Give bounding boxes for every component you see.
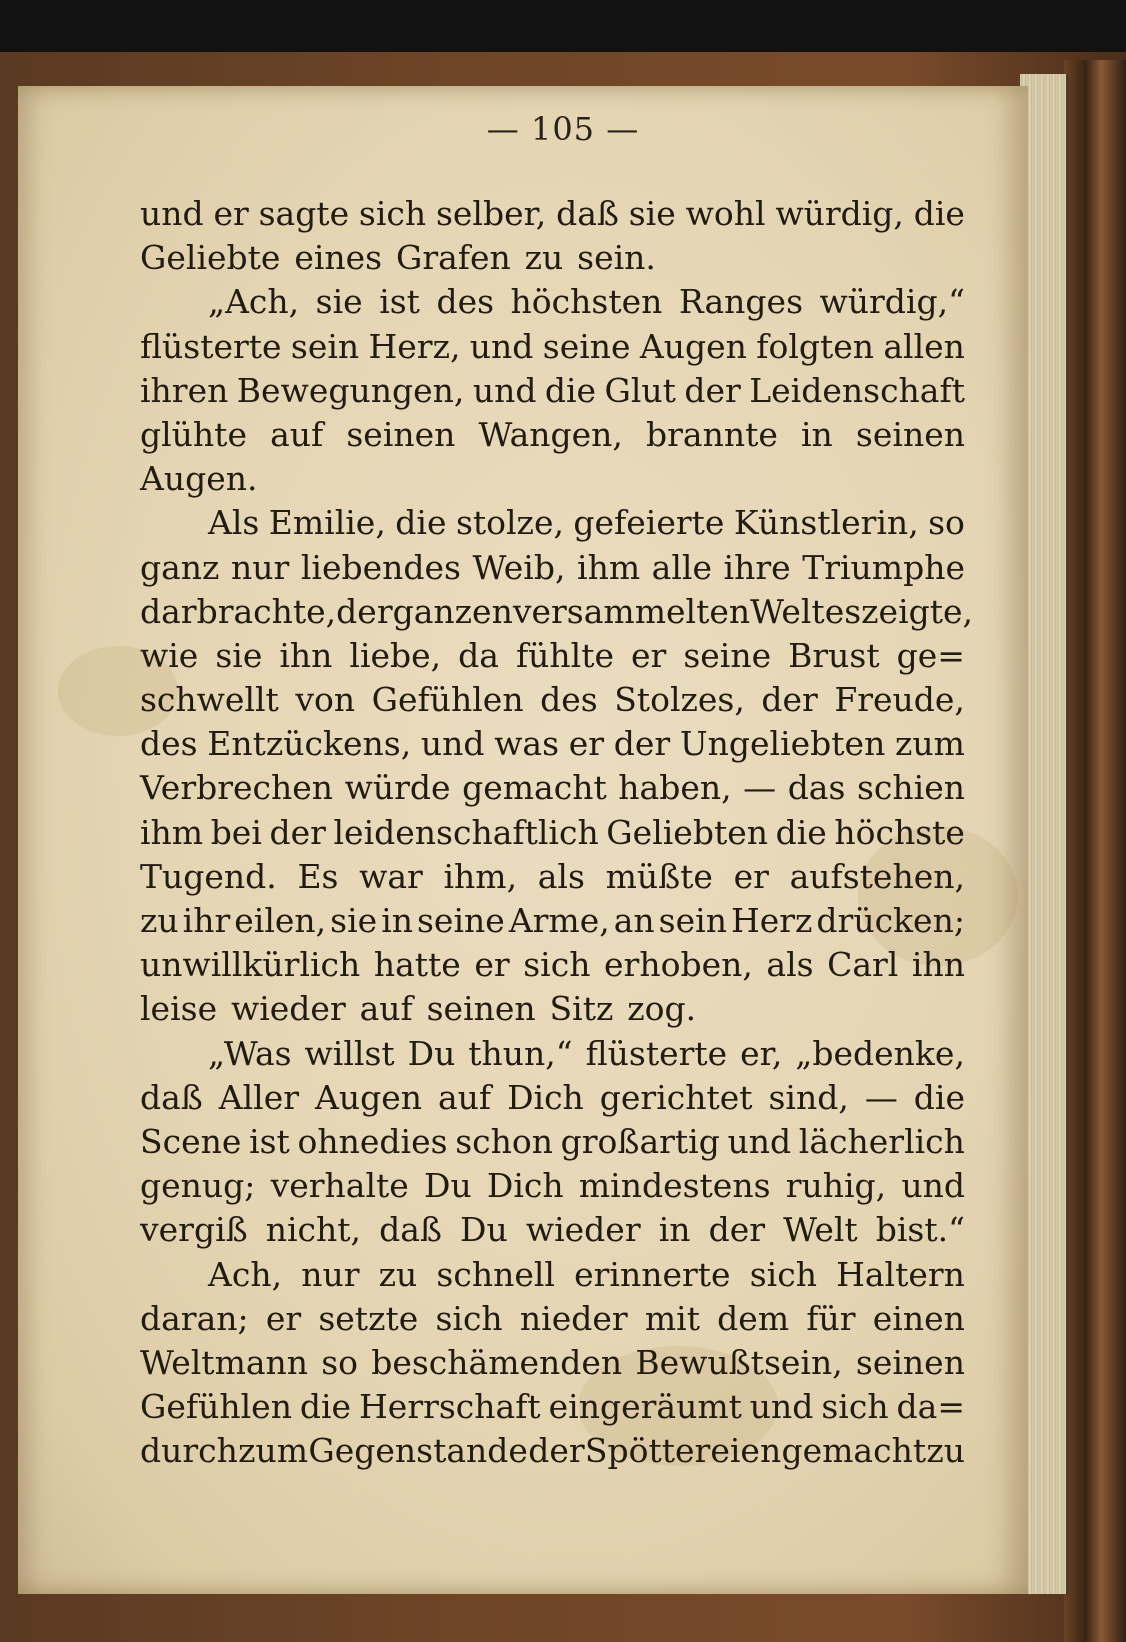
word: wieder [230,989,346,1029]
word: Ranges [678,282,804,322]
word: Wangen, [478,414,623,454]
word: seine [417,901,505,940]
word: daß [379,1210,442,1250]
text-line [140,1032,965,1076]
word: verhalte [270,1166,409,1206]
word: Grafen [395,238,511,278]
word: und [727,1121,792,1161]
word: willst [304,1033,395,1073]
word: Als [208,503,260,543]
word: ohnedies [297,1121,448,1161]
word: des [436,282,495,322]
word: nur [231,547,290,587]
word: sie [215,635,263,675]
word: des [140,724,198,764]
text-line [140,590,974,634]
page-number: — 105 — [486,110,640,148]
word: sind, [768,1077,849,1117]
word: und [140,194,204,233]
word: leise [140,989,218,1029]
word: eines [294,238,383,278]
word: „Was [208,1033,292,1073]
text-line [140,1164,965,1208]
word: ihm [577,547,641,587]
word: das [787,768,846,808]
word: Entzückens, [207,724,412,764]
word: Geliebten [606,812,768,852]
word: ihm [140,812,204,852]
word: Du [424,1166,472,1206]
word: es [824,591,862,631]
word: er [474,945,510,985]
word: auf [437,1077,492,1117]
word: erhoben, [604,945,753,985]
word: nicht, [265,1210,362,1250]
word: sich [523,945,591,985]
text-line [140,1076,965,1120]
text-line [140,943,965,987]
word: und [749,1387,814,1427]
text-line [140,766,965,810]
word: seinen [426,989,536,1029]
word: Geliebte [140,238,281,278]
word: der [269,812,326,852]
word: Freude, [834,680,965,720]
word: des [540,680,598,720]
word: mindestens [578,1166,771,1206]
word: zu [140,901,179,940]
word: leidenschaftlich [333,812,599,852]
word: flüsterte [140,326,282,366]
word: ganz [140,547,220,587]
word: er [733,856,769,896]
word: sagte [258,194,350,233]
word: ihre [723,547,791,587]
word: wie [140,635,199,675]
word: Bewegungen, [236,370,465,410]
word: daß [140,1077,203,1117]
word: schnell [436,1254,555,1294]
word: ist [379,282,420,322]
word: Gegenstande [308,1431,528,1471]
word: gefeierte [573,503,725,543]
word: nieder [519,1298,628,1338]
word: da [458,635,499,675]
word: gemacht [462,768,607,808]
word: Welt [783,1210,858,1250]
word: Herz [730,901,813,940]
word: sie [315,282,363,322]
text-line [140,678,965,722]
word: er, [740,1033,783,1073]
word: — [743,768,777,808]
word: die [299,1387,352,1427]
word: ganzen [392,591,513,631]
word: schwellt [140,680,279,720]
word: und [472,370,537,410]
word: fühlte [515,635,615,675]
word: lächerlich [798,1121,965,1161]
word: selber, [435,194,547,233]
word: an [613,901,655,940]
word: Tugend. [140,856,277,896]
word: auf [270,414,324,454]
text-line [140,1385,965,1429]
word: drücken; [816,901,965,940]
word: Bewußtsein, [635,1342,843,1382]
word: sich [821,1387,889,1427]
word: seine [683,635,772,675]
word: — [864,1077,898,1117]
word: Augen [315,1077,422,1117]
word: die [395,503,447,543]
word: dem [717,1298,790,1338]
text-line [140,280,965,324]
word: nur [301,1254,360,1294]
word: als [766,945,814,985]
word: ihm, [443,856,518,896]
word: schien [856,768,965,808]
word: er [213,194,249,233]
word: allen [883,326,965,366]
word: Gefühlen [140,1387,292,1427]
word: einen [872,1298,965,1338]
word: sie [628,194,676,233]
word: höchsten [510,282,663,322]
word: Dich [486,1166,564,1206]
word: darbrachte, [140,591,337,631]
word: Ungeliebten [679,724,886,764]
text-line [140,1253,965,1297]
word: eingeräumt [548,1387,742,1427]
word: seine [542,326,631,366]
word: daran; [140,1298,249,1338]
word: Weltmann [140,1342,309,1382]
word: Künstlerin, [733,503,919,543]
word: Scene [140,1121,242,1161]
text-line [140,987,965,1031]
word: so [928,503,965,543]
word: Ach, [208,1254,283,1294]
text-line [140,1341,965,1385]
word: versammelten [512,591,751,631]
word: ist [249,1121,290,1161]
word: „bedenke, [795,1033,965,1073]
word: sein [290,326,360,366]
text-line [140,546,965,590]
word: genug; [140,1166,256,1206]
word: bist.“ [875,1210,965,1250]
word: Du [407,1033,456,1073]
word: gemacht [781,1431,927,1471]
word: Haltern [836,1254,965,1294]
word: Dich [507,1077,584,1117]
word: aufstehen, [789,856,965,896]
word: die [913,1077,965,1117]
word: ihr [182,901,231,940]
word: großartig [560,1121,720,1161]
text-line [140,1297,965,1341]
word: liebe, [349,635,442,675]
word: Augen [639,326,747,366]
word: Triumphe [802,547,965,587]
word: setzte [318,1298,419,1338]
word: Welt [750,591,825,631]
word: da= [896,1387,965,1427]
word: von [295,680,356,720]
word: die [544,370,597,410]
word: was [494,724,560,764]
word: erinnerte [574,1254,731,1294]
word: würdig,“ [819,282,965,322]
word: sie [330,901,378,940]
word: durch [140,1431,238,1471]
word: brannte [646,414,778,454]
word: der [528,1431,585,1471]
word: folgten [756,326,875,366]
word: ruhig, [785,1166,887,1206]
body-text [140,192,974,1473]
word: Stolzes, [614,680,745,720]
word: für [806,1298,856,1338]
word: ihn [279,635,333,675]
text-line [140,192,965,236]
text-line [140,1120,965,1164]
text-line [140,501,965,545]
word: beschämenden [371,1342,623,1382]
text-line [140,457,965,501]
word: zog. [627,989,697,1029]
word: vergiß [140,1210,248,1250]
text-line [140,634,965,678]
word: Gefühlen [371,680,524,720]
text-line [140,1208,965,1252]
word: auf [359,989,413,1029]
word: mit [644,1298,700,1338]
word: sich [435,1298,503,1338]
word: eilen, [234,901,327,940]
word: war [359,856,423,896]
word: sein [658,901,727,940]
text-line [140,1429,965,1473]
word: zeigte, [861,591,974,631]
word: bei [210,812,262,852]
word: der [613,724,671,764]
word: haben, [618,768,732,808]
word: unwillkürlich [140,945,361,985]
word: Du [460,1210,508,1250]
word: daß [556,194,619,233]
word: höchste [834,812,965,852]
word: ihn [911,945,965,985]
word: in [801,414,833,454]
word: wohl [685,194,766,233]
book-spine-edge [1064,60,1126,1642]
word: ge= [896,635,965,675]
word: der [684,370,741,410]
word: er [265,1298,302,1338]
word: Leidenschaft [749,370,965,410]
word: Emilie, [268,503,386,543]
word: sich [749,1254,817,1294]
word: so [321,1342,359,1382]
word: thun,“ [468,1033,573,1073]
word: sich [358,194,427,233]
word: liebendes [300,547,461,587]
word: Arme, [508,901,610,940]
word: als [537,856,585,896]
text-line [140,325,965,369]
word: schon [455,1121,553,1161]
word: Brust [788,635,880,675]
word: die [775,812,827,852]
word: Aller [218,1077,300,1117]
word: er [568,724,605,764]
word: seinen [855,1342,965,1382]
word: in [381,901,413,940]
word: Glut [604,370,676,410]
word: Sitz [549,989,614,1029]
word: die [913,194,965,233]
word: und [901,1166,965,1206]
word: seinen [855,414,965,454]
word: würdig, [775,194,904,233]
word: Es [297,856,339,896]
word: Weib, [472,547,566,587]
word: Herrschaft [359,1387,541,1427]
word: zu [926,1431,965,1471]
text-line [140,811,965,855]
word: Carl [827,945,899,985]
word: „Ach, [208,282,300,322]
word: ihren [140,370,229,410]
word: wieder [525,1210,641,1250]
word: müßte [605,856,713,896]
text-line [140,722,965,766]
word: seinen [346,414,456,454]
word: würde [344,768,451,808]
word: alle [651,547,712,587]
text-line [140,236,965,280]
word: und [420,724,485,764]
text-line [140,413,965,457]
word: der [336,591,393,631]
word: gerichtet [599,1077,753,1117]
word: Herz, [368,326,461,366]
word: glühte [140,414,247,454]
word: und [469,326,534,366]
word: hatte [373,945,461,985]
word: zu [378,1254,418,1294]
word: zu [524,238,564,278]
word: Verbrechen [140,768,334,808]
word: Augen. [140,459,258,499]
word: Spöttereien [584,1431,782,1471]
text-line [140,899,965,943]
word: zum [238,1431,309,1471]
text-line [140,369,965,413]
word: zum [895,724,965,764]
text-line [140,855,965,899]
word: er [631,635,667,675]
word: stolze, [455,503,564,543]
word: sein. [577,238,656,278]
word: der [708,1210,766,1250]
word: flüsterte [585,1033,728,1073]
word: der [761,680,818,720]
word: in [658,1210,691,1250]
